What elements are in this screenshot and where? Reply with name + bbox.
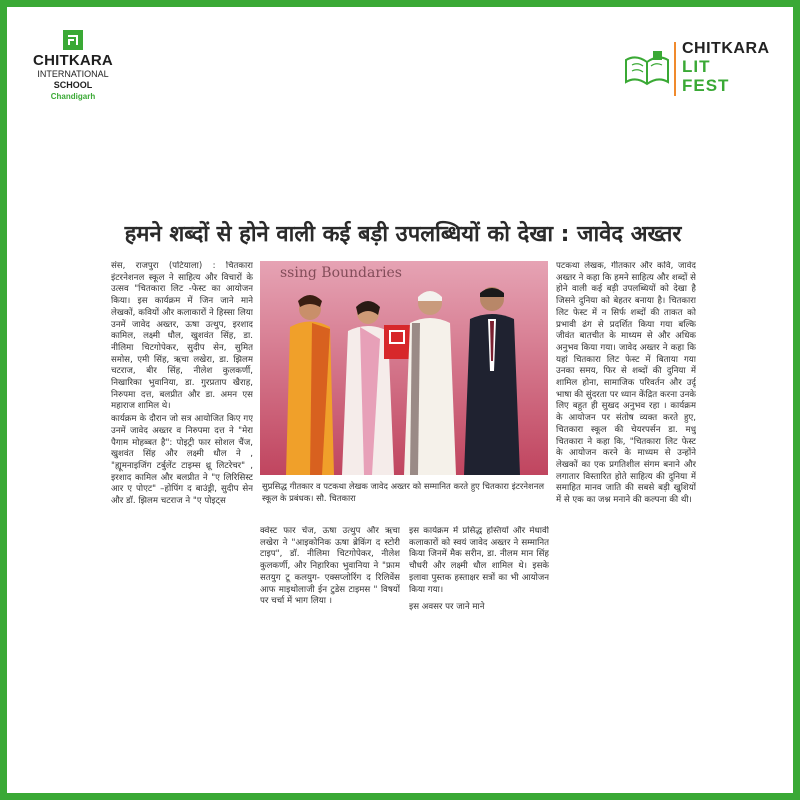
- col3-paragraph: इस अवसर पर जाने माने: [409, 602, 485, 613]
- logo-line-school: SCHOOL: [53, 80, 93, 90]
- photo-banner-text: ssing Boundaries: [280, 265, 402, 281]
- fest-logo-line-fest: FEST: [682, 76, 730, 95]
- col3-paragraph: इस कार्यक्रम में प्रसिद्ध हस्तियों और मेधावी कलाकारों को स्वयं जावेद अख्तर ने सम्मानित किया जिनमें मैक सरीन, डा. नीलम मान सिंह चौधरी और लक्ष्मी धौल शामिल थे। इसके इलावा पुस्तक हस्ताक्षर सत्रों का भी आयोजन किया गया।: [409, 526, 549, 595]
- col2-paragraph: क्वेस्ट फार चेंज, ऊषा उत्थुप और ऋचा लखेरा ने "आइकोनिक ऊषा ब्रेकिंग द स्टोरी टाइप", डॉ. नीलिमा चिटगोपेकर, नीलेश कुलकर्णी, और निहारिका भुवानिया ने "फ्राम सतयुग टू कलयुग- एक्सप्लोरिंग द रिलिवेंस आफ माइथोलाजी ईन टुडेस टाइमस " विषयों पर चर्चा में भाग लिया ।: [260, 526, 400, 607]
- fest-logo-line-lit: LIT: [682, 57, 711, 76]
- chitkara-school-logo: [28, 30, 118, 102]
- col1-paragraph: कार्यक्रम के दौरान जो सत्र आयोजित किए गए उनमें जावेद अख्तर व निरुपमा दत्त ने "मेरा पैगाम मोहब्बत है": पोइट्री फार सोशल चैंज, खुशवंत सिंह और लक्ष्मी धौल ने , "ह्यूमनाइजिंग टर्बुलेंट टाइम्स थ्रू लिटरेचर" , इरशाद कामिल और बलप्रीत ने "ए लिरिसिस्ट आर ए पोएट" –होपिंग द बाउंड्री, सुदीप सेन और डॉ. झिलम चटराज ने "ए पोइट्स: [111, 414, 253, 507]
- logo-line-international: INTERNATIONAL: [37, 69, 109, 79]
- article-headline: हमने शब्दों से होने वाली कई बड़ी उपलब्धियों को देखा : जावेद अख्तर: [124, 222, 682, 247]
- fest-logo-line-chitkara: CHITKARA: [682, 40, 770, 57]
- col4-paragraph: पटकथा लेखक, गीतकार और कवि, जावेद अख्तर ने कहा कि हमने साहित्य और शब्दों से होने वाली कई बड़ी उपलब्धियों को देखा है जिसने दुनिया को बेहतर बनाया है। चितकारा लिट फेस्ट में न सिर्फ शब्दों की ताकत को प्रभावी ढंग से प्रदर्शित किया गया बल्कि जीवंत बातचीत के माध्यम से और अधिक अनुभव किया गया। जावेद अख्तर ने कहा कि यहां चितकारा लिट फेस्ट में बिताया गया उनका समय, फिर से शब्दों की दुनिया में शामिल होना, सामाजिक परिवर्तन और उर्दू भाषा की सुंदरता पर ध्यान केंद्रित करना उनके लिए बहुत ही सुखद अनुभव रहा । कार्यक्रम के आयोजन पर संतोष व्यक्त करते हुए, चितकारा स्कूल की चेयरपर्सन डा. मधु चितकारा ने कहा कि, "चितकारा लिट फेस्ट के आयोजन करने के माध्यम से उन्होंने लेखकों का एक प्रगतिशील संगम बनाने और लगातार विस्तारित होते साहित्य की दुनिया में समाहित मानव जाति की सबसे बड़ी खुशियों में से एक का जश्न मनाने की कल्पना की थी।: [556, 261, 696, 506]
- event-photo: [260, 261, 548, 475]
- article-column-4: [556, 261, 696, 646]
- article-column-1: [111, 261, 253, 646]
- award-ceremony-photo: [260, 261, 548, 475]
- article-column-2: [260, 526, 400, 646]
- logo-line-chitkara: CHITKARA: [33, 52, 113, 69]
- open-book-icon: [622, 48, 672, 88]
- col1-paragraph: संस, राजपुरा (पटियाला) : चितकारा इंटरनेशनल स्कूल ने साहित्य और विचारों के उत्सव "चितकारा लिट -फेस्ट का आयोजन किया। इस कार्यक्रम में जिन जाने माने लेखकों, कवियों और कलाकारों ने हिस्सा लिया उनमें जावेद अख्तर, ऊषा उत्थुप, इरशाद कामिल, लक्ष्मी धौल, खुशवंत सिंह, डा. नीलिमा चिटगोपेकर, सुदीप सेन, सुमित समोस, एमी सिंह, ऋचा लखेरा, डा. झिलम चटराज, बीर सिंह, नीलेश कुलकर्णी, निखारिका भुवानिया, डा. गुरप्रताप खैराह, निरुपमा दत्त, बलप्रीत और डा. अमन एस महाराज शामिल थे।: [111, 261, 253, 412]
- chitkara-square-logo-icon: [63, 30, 83, 50]
- article-column-3: [409, 526, 549, 646]
- logo-divider: [674, 42, 676, 96]
- chitkara-lit-fest-logo: [622, 38, 772, 100]
- photo-caption: सुप्रसिद्ध गीतकार व पटकथा लेखक जावेद अख्तर को सम्मानित करते हुए चितकारा इंटरनेशनल स्कूल के प्रबंधक। सौ. चितकारा: [262, 481, 545, 503]
- logo-line-city: Chandigarh: [50, 92, 96, 101]
